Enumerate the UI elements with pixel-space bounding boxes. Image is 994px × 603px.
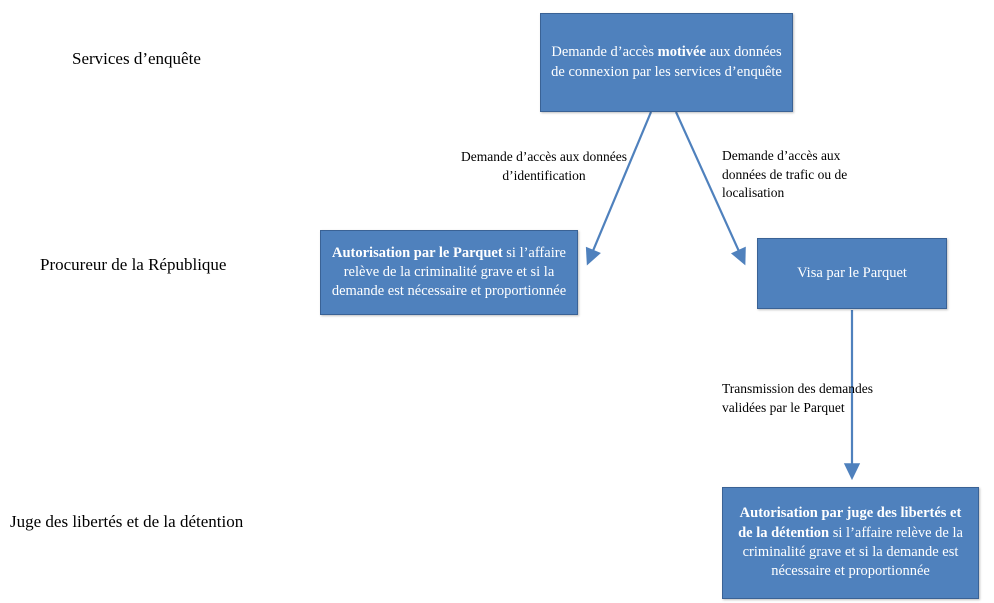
box-autorisation-jld-text: Autorisation par juge des libertés et de la détention si l’affaire relève de la criminalité grave et si la demande est nécessaire et proportionnée — [738, 505, 963, 580]
box-demande-acces[interactable] — [540, 13, 793, 112]
edge-label-identification: Demande d’accès aux données d’identification — [460, 149, 628, 183]
edge-label-trafic-localisation: Demande d’accès aux données de trafic ou de localisation — [722, 148, 848, 201]
box-autorisation-parquet[interactable] — [320, 230, 578, 315]
box-visa-parquet-text: Visa par le Parquet — [797, 264, 907, 281]
box-visa-parquet[interactable] — [757, 238, 947, 309]
box-autorisation-parquet-text: Autorisation par le Parquet si l’affaire relève de la criminalité grave et si la demande est nécessaire et proportionnée — [331, 244, 567, 300]
row-label-jld: Juge des libertés et de la détention — [10, 512, 244, 531]
row-label-procureur: Procureur de la République — [40, 255, 227, 274]
row-label-services-enquete: Services d’enquête — [72, 49, 201, 68]
box-demande-acces-text: Demande d’accès motivée aux données de connexion par les services d’enquête — [551, 44, 782, 80]
box-autorisation-jld[interactable] — [722, 487, 979, 599]
edge-label-transmission: Transmission des demandes validées par le Parquet — [722, 381, 873, 415]
